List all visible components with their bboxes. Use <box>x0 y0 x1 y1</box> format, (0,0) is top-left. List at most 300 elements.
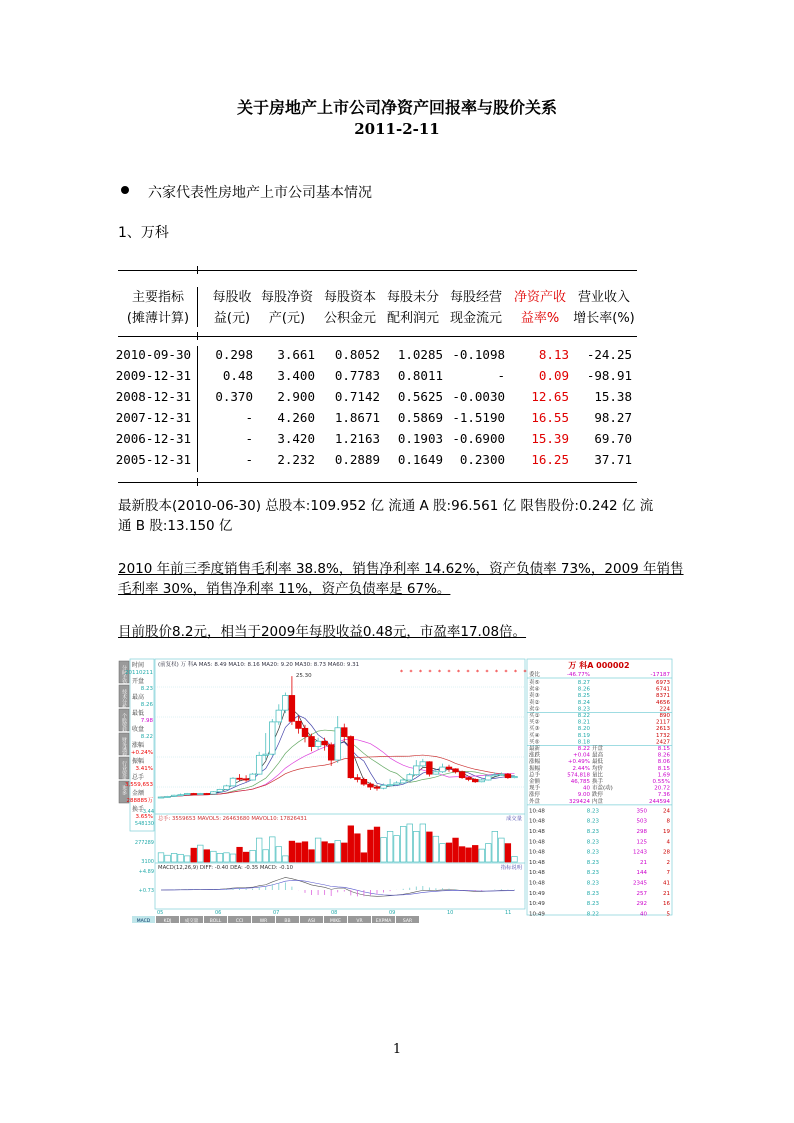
table-cell: 1.8671 <box>334 410 380 425</box>
tick-price: 8.23 <box>586 829 599 835</box>
share-info-line-2: 通 B 股:13.150 亿 <box>118 518 233 534</box>
volume-bar <box>165 855 171 862</box>
table-row-date: 2010-09-30 <box>115 347 191 362</box>
quote-stat-value: 8.06 <box>657 759 670 766</box>
signal-star-icon: * <box>495 669 498 676</box>
table-cell: - <box>245 431 253 446</box>
volume-bar <box>381 837 387 862</box>
tick-time: 10:48 <box>529 829 545 835</box>
quote-buy-volume: 1732 <box>656 732 670 739</box>
table-cell: 0.298 <box>215 347 253 362</box>
candle-body <box>512 776 518 777</box>
info-value: 8.23 <box>140 686 153 692</box>
table-row-date: 2008-12-31 <box>115 389 191 404</box>
volume-bar <box>237 847 243 862</box>
table-cell: 0.7142 <box>334 389 380 404</box>
quote-stat-label: 开盘 <box>592 746 604 752</box>
table-row-date: 2007-12-31 <box>115 410 191 425</box>
table-rule-top <box>118 270 637 271</box>
quote-stat-value: 1.69 <box>657 772 670 779</box>
volume-bar <box>440 844 446 862</box>
table-cell: 0.8011 <box>397 368 443 383</box>
quote-stat-value: 2.44% <box>572 765 590 772</box>
quote-title: 万 科A 000002 <box>568 661 630 670</box>
candle-body <box>256 755 262 774</box>
table-header-cell: 每股未分 <box>386 290 439 305</box>
candle-body <box>387 785 393 786</box>
volume-bar <box>355 834 361 862</box>
macd-tick: +4.89 <box>138 869 154 875</box>
info-label: 金额 <box>132 790 145 797</box>
candle-body <box>368 784 374 787</box>
volume-bar <box>283 856 289 862</box>
candle-body <box>289 695 295 721</box>
quote-stat-label: 外盘 <box>529 798 541 805</box>
bottom-tab-label: 成交量 <box>184 919 199 923</box>
tick-volume: 2345 <box>633 880 647 887</box>
quote-stat-value: 329424 <box>569 798 590 805</box>
bottom-tab-label: BB <box>284 919 291 923</box>
volume-bar <box>211 851 217 862</box>
tick-time: 10:49 <box>529 901 545 908</box>
bottom-tab-label: KDJ <box>163 919 172 923</box>
x-axis-label: 11 <box>505 910 512 916</box>
bottom-tab-label: EXPMA <box>375 919 392 923</box>
info-label: 收盘 <box>132 726 145 733</box>
candle-body <box>322 741 328 745</box>
table-cell: 3.661 <box>277 347 315 362</box>
candle-body <box>459 772 465 778</box>
tick-count: 28 <box>663 849 670 856</box>
candle-body <box>197 794 203 795</box>
quote-stat-label: 涨跌 <box>529 752 541 759</box>
info-label: 总手 <box>132 774 145 781</box>
candle-body <box>381 785 387 788</box>
quote-buy-label: 买⑤ <box>529 739 540 746</box>
table-header-cell: 益(元) <box>213 311 251 326</box>
macd-button: 指标说明 <box>500 865 522 871</box>
volume-bar <box>256 838 262 862</box>
table-row-date: 2005-12-31 <box>115 452 191 467</box>
tick-time: 10:49 <box>529 911 545 918</box>
table-header-cell: 每股收 <box>212 290 252 305</box>
bottom-tab-label: CCI <box>235 919 244 923</box>
table-cell: 1.2163 <box>334 431 380 446</box>
table-cell: -0.1098 <box>452 347 505 362</box>
quote-stat-value: 0.55% <box>652 779 670 785</box>
candle-body <box>296 721 302 728</box>
quote-sell-label: 卖④ <box>529 686 540 693</box>
info-label: 振幅 <box>132 758 145 765</box>
table-row-date: 2006-12-31 <box>115 431 191 446</box>
tick-price: 8.23 <box>586 880 599 887</box>
volume-bar <box>158 853 164 862</box>
table-cell: 0.370 <box>215 389 253 404</box>
volume-bar <box>413 831 419 862</box>
macd-header: MACD(12,26,9) DIFF: -0.40 DEA: -0.35 MACD: -0.10 <box>158 865 293 871</box>
candle-body <box>420 762 426 766</box>
info-value: 8.26 <box>140 702 153 708</box>
volume-bar <box>374 827 380 862</box>
tick-count: 2 <box>666 859 670 866</box>
quote-buy-volume: 890 <box>659 713 670 719</box>
quote-buy-volume: 2613 <box>656 726 670 733</box>
quote-sell-volume: 8371 <box>656 693 670 700</box>
table-cell: 98.27 <box>594 410 632 425</box>
peak-label: 25.30 <box>295 673 312 680</box>
volume-bar <box>309 850 315 862</box>
margin-text-line-1: 2010 年前三季度销售毛利率 38.8%，销售净利率 14.62%，资产负债率 73%，2009 年销售 <box>118 561 684 577</box>
quote-buy-label: 买① <box>529 713 540 719</box>
tick-price: 8.23 <box>586 901 599 908</box>
info-label: 最高 <box>132 694 145 701</box>
candle-body <box>355 778 361 780</box>
tick-volume: 298 <box>636 829 647 835</box>
table-cell: 0.5625 <box>397 389 443 404</box>
volume-bar <box>171 853 177 862</box>
volume-bar <box>492 831 498 862</box>
quote-stat-value: +0.49% <box>567 759 590 766</box>
volume-bar <box>243 852 249 862</box>
quote-sell-volume: 6973 <box>656 680 670 686</box>
tick-price: 8.23 <box>586 870 599 877</box>
table-cell: 15.39 <box>531 431 569 446</box>
volume-bar <box>328 844 334 862</box>
volume-bar <box>479 849 485 862</box>
info-value: 288885万 <box>126 798 153 804</box>
candle-body <box>315 741 321 746</box>
tick-count: 5 <box>666 911 670 918</box>
candle-body <box>394 783 400 785</box>
candle-body <box>427 762 433 774</box>
info-value: 8.22 <box>140 734 153 740</box>
signal-star-icon: * <box>419 669 422 676</box>
tick-count: 16 <box>663 901 670 908</box>
quote-stat-label: 振幅 <box>529 765 541 772</box>
tick-volume: 125 <box>636 839 647 846</box>
table-cell: 0.48 <box>222 368 253 383</box>
volume-bar <box>315 838 321 862</box>
candle-body <box>466 778 472 780</box>
info-label: 换手 <box>132 806 145 813</box>
table-cell: -24.25 <box>586 347 632 362</box>
quote-sell-price: 8.27 <box>577 680 590 686</box>
quote-stat-value: 8.26 <box>657 752 670 759</box>
document-date: 2011-2-11 <box>354 120 440 138</box>
quote-value: -46.77% <box>567 672 590 678</box>
quote-sell-label: 卖⑤ <box>529 680 540 686</box>
candle-body <box>479 780 485 782</box>
quote-stat-label: 市盈(动) <box>592 785 613 792</box>
table-cell: 8.13 <box>538 347 569 362</box>
signal-star-icon: * <box>504 669 508 676</box>
candle-body <box>374 787 380 788</box>
bottom-tab-label: ASI <box>307 919 316 923</box>
tick-price: 8.23 <box>586 890 599 897</box>
quote-stat-label: 最低 <box>592 759 604 766</box>
bottom-tab-label: BOLL <box>209 919 222 923</box>
candle-body <box>224 786 230 790</box>
table-cell: - <box>245 452 253 467</box>
candle-body <box>302 728 308 736</box>
tick-price: 8.23 <box>586 839 599 846</box>
table-divider <box>197 332 198 340</box>
table-header-cell: 每股净资 <box>260 290 313 305</box>
left-tab-label: 技术分析 <box>121 689 127 709</box>
volume-bar <box>459 847 465 862</box>
info-value: 3.41% <box>135 766 153 772</box>
share-info-line-1: 最新股本(2010-06-30) 总股本:109.952 亿 流通 A 股:96.561 亿 限售股份:0.242 亿 流 <box>118 498 654 514</box>
quote-stat-value: 8.15 <box>657 746 670 752</box>
volume-bar <box>250 850 256 862</box>
table-header-cell: 现金流元 <box>449 311 502 326</box>
tick-time: 10:48 <box>529 839 545 846</box>
ma-header: (前复权) 万 科A MA5: 8.49 MA10: 8.16 MA20: 9.20 MA30: 8.73 MA60: 9.31 <box>158 662 360 668</box>
tick-volume: 144 <box>636 870 647 877</box>
volume-bar <box>466 848 472 862</box>
quote-label: 委比 <box>529 672 541 678</box>
info-label: 涨幅 <box>132 742 145 749</box>
candle-body <box>505 774 511 778</box>
quote-sell-volume: 4656 <box>656 699 670 706</box>
quote-sell-label: 卖① <box>529 706 540 713</box>
quote-stat-value: 244594 <box>649 798 670 805</box>
volume-button: 成交量 <box>506 816 522 822</box>
quote-stat-label: 金额 <box>529 779 541 785</box>
info-value: 3,559,653 <box>125 782 153 788</box>
left-tab-label: 个股资料 <box>121 713 127 733</box>
candle-body <box>492 775 498 776</box>
candle-body <box>446 767 452 769</box>
quote-sell-price: 8.24 <box>577 699 590 706</box>
x-axis-label: 06 <box>215 910 222 916</box>
signal-star-icon: * <box>409 669 413 676</box>
table-cell: 12.65 <box>531 389 569 404</box>
candle-body <box>335 728 341 760</box>
volume-bar <box>197 845 203 862</box>
candle-body <box>328 745 334 760</box>
left-tab-label: 分时走势 <box>121 665 127 685</box>
quote-stat-label: 涨停 <box>529 792 541 799</box>
candle-body <box>413 766 419 775</box>
candle-body <box>165 796 171 797</box>
quote-sell-label: 卖② <box>529 699 540 706</box>
volume-bar <box>178 854 184 862</box>
info-value: 3.65% <box>135 814 153 820</box>
candle-body <box>204 794 210 795</box>
info-value: +0.24% <box>130 750 153 756</box>
volume-bar <box>335 841 341 862</box>
candle-body <box>453 769 459 772</box>
volume-header: 总手: 3559653 MAVOL5: 26463680 MAVOL10: 17826431 <box>158 816 307 822</box>
volume-bar <box>512 856 518 862</box>
table-row-date: 2009-12-31 <box>115 368 191 383</box>
table-cell: 0.09 <box>538 368 569 383</box>
quote-buy-label: 买④ <box>529 732 540 739</box>
left-tab-label: 更多 <box>121 785 127 795</box>
quote-stat-label: 均价 <box>592 765 604 772</box>
volume-bar <box>296 843 302 862</box>
quote-buy-price: 8.18 <box>577 739 590 746</box>
volume-bar <box>420 824 426 862</box>
tick-volume: 350 <box>636 808 647 815</box>
table-header-cell: 增长率(%) <box>573 311 635 326</box>
bullet-text: 六家代表性房地产上市公司基本情况 <box>148 185 372 201</box>
bottom-tab-label: MIKE <box>329 919 342 923</box>
quote-stat-label: 内盘 <box>592 798 604 805</box>
x-axis-label: 07 <box>273 910 280 916</box>
table-divider <box>197 478 198 486</box>
signal-star-icon: * <box>428 669 432 676</box>
quote-stat-label: 最高 <box>592 752 604 759</box>
table-cell: 0.8052 <box>334 347 380 362</box>
volume-bar <box>184 856 190 862</box>
table-header-cell: 每股资本 <box>323 290 376 305</box>
x-axis-label: 08 <box>331 910 338 916</box>
tick-volume: 257 <box>636 890 647 897</box>
quote-stat-value: 9.00 <box>577 792 590 799</box>
candle-body <box>485 776 491 780</box>
quote-buy-price: 8.20 <box>577 726 590 733</box>
table-cell: 2.900 <box>277 389 315 404</box>
volume-bar <box>361 853 367 862</box>
tick-time: 10:48 <box>529 818 545 825</box>
table-cell: 16.55 <box>531 410 569 425</box>
tick-volume: 40 <box>640 911 647 918</box>
table-cell: -1.5190 <box>452 410 505 425</box>
candle-body <box>472 779 478 781</box>
volume-bar <box>224 853 230 862</box>
tick-time: 10:48 <box>529 808 545 815</box>
table-header-cell: 益率% <box>520 311 560 326</box>
candle-body <box>433 772 439 774</box>
section-heading: 1、万科 <box>118 225 169 241</box>
candle-body <box>211 792 217 794</box>
volume-bar <box>368 830 374 862</box>
candle-body <box>230 778 236 786</box>
volume-bar <box>485 844 491 862</box>
table-cell: 16.25 <box>531 452 569 467</box>
candle-body <box>269 722 275 754</box>
quote-stat-label: 量比 <box>592 772 604 779</box>
candle-body <box>171 795 177 796</box>
candle-body <box>283 695 289 710</box>
info-value: 7.98 <box>140 718 153 724</box>
table-header-cell: 净资产收 <box>513 290 566 305</box>
signal-star-icon: * <box>523 669 527 676</box>
quote-buy-price: 8.19 <box>577 732 590 739</box>
tick-price: 8.23 <box>586 859 599 866</box>
table-cell: 15.38 <box>594 389 632 404</box>
volume-bar <box>499 838 505 862</box>
signal-star-icon: * <box>476 669 479 676</box>
volume-bar <box>348 826 354 862</box>
tick-count: 8 <box>666 818 670 825</box>
candle-body <box>499 774 505 775</box>
x-axis-label: 10 <box>447 910 454 916</box>
tick-volume: 21 <box>640 859 647 866</box>
quote-buy-label: 买② <box>529 719 540 726</box>
volume-bar <box>472 845 478 862</box>
tick-price: 8.22 <box>586 911 599 918</box>
table-cell: 4.260 <box>277 410 315 425</box>
volume-bar <box>341 843 347 862</box>
volume-bar <box>230 854 236 862</box>
bottom-tab-label: VR <box>356 919 363 923</box>
quote-buy-price: 8.21 <box>577 719 590 726</box>
candle-body <box>309 737 315 747</box>
price-text: 目前股价8.2元，相当于2009年每股收益0.48元，市盈率17.08倍。 <box>118 624 527 640</box>
quote-value: -17187 <box>650 672 670 678</box>
table-header-cell: 配利润元 <box>386 311 439 326</box>
table-cell: 2.232 <box>277 452 315 467</box>
quote-sell-price: 8.25 <box>577 693 590 700</box>
table-header-cell: 公积金元 <box>323 311 376 326</box>
quote-stat-value: 7.36 <box>657 792 670 799</box>
candle-body <box>440 767 446 772</box>
quote-stat-value: 20.72 <box>654 785 670 792</box>
tick-price: 8.23 <box>586 808 599 815</box>
quote-stat-value: 8.22 <box>577 746 590 752</box>
table-header-cell: 每股经营 <box>449 290 502 305</box>
quote-stat-label: 换手 <box>592 779 604 785</box>
table-cell: 0.2300 <box>459 452 505 467</box>
table-cell: -98.91 <box>586 368 632 383</box>
stock-chart-image <box>118 657 674 923</box>
candle-body <box>341 728 347 737</box>
table-cell: 3.400 <box>277 368 315 383</box>
volume-bar <box>387 831 393 862</box>
tick-price: 8.23 <box>586 849 599 856</box>
volume-bar <box>446 843 452 862</box>
tick-volume: 503 <box>636 818 647 825</box>
volume-bar <box>263 850 269 862</box>
info-label: 时间 <box>132 662 145 669</box>
candle-body <box>237 778 243 779</box>
signal-star-icon: * <box>485 669 489 676</box>
volume-tick: 277289 <box>134 840 154 846</box>
candle-body <box>250 774 256 780</box>
x-axis-label: 09 <box>389 910 396 916</box>
quote-buy-label: 买③ <box>529 726 540 733</box>
table-cell: 3.420 <box>277 431 315 446</box>
quote-sell-price: 8.26 <box>577 686 590 693</box>
candle-body <box>178 795 184 796</box>
quote-stat-label: 跌停 <box>592 792 604 799</box>
candle-body <box>158 797 164 798</box>
left-tab-label: 行业资讯 <box>121 761 127 781</box>
quote-stat-label: 现手 <box>529 785 541 792</box>
volume-bar <box>204 850 210 862</box>
tick-count: 7 <box>666 870 670 877</box>
quote-stat-value: 46,785 <box>570 779 590 785</box>
candle-body <box>407 775 413 780</box>
margin-text-line-2: 毛利率 30%，销售净利率 11%，资产负债率是 67%。 <box>118 581 451 597</box>
quote-sell-label: 卖③ <box>529 693 540 700</box>
table-rule-bottom <box>118 482 637 483</box>
volume-tick: 548130 <box>134 821 154 827</box>
table-rule-mid <box>118 336 637 337</box>
table-cell: - <box>497 368 505 383</box>
quote-stat-label: 最新 <box>529 746 541 752</box>
quote-buy-volume: 2117 <box>656 719 670 726</box>
quote-sell-price: 8.23 <box>577 706 590 713</box>
quote-sell-volume: 224 <box>659 706 670 713</box>
tick-count: 21 <box>663 890 670 897</box>
volume-bar <box>269 837 275 862</box>
tick-price: 8.23 <box>586 818 599 825</box>
quote-stat-value: 574,818 <box>567 772 590 779</box>
